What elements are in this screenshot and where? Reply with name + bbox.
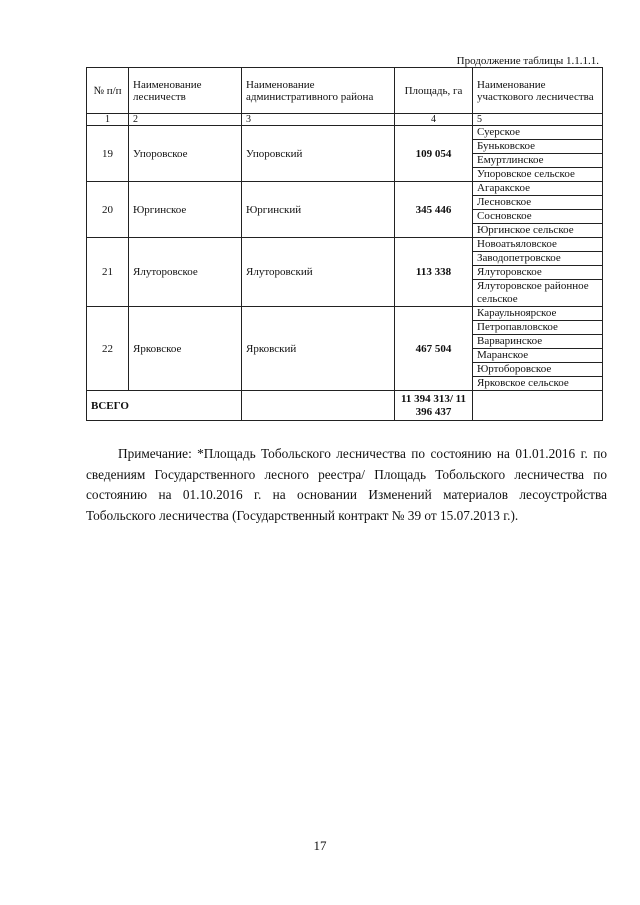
sub-forestry-item: Маранское — [473, 349, 602, 363]
row-number: 21 — [87, 238, 129, 307]
col-number: 3 — [242, 114, 395, 126]
sub-forestry-item: Лесновское — [473, 196, 602, 210]
table-header-row — [87, 68, 603, 114]
sub-forestry-list — [473, 126, 603, 182]
district-name: Упоровский — [242, 126, 395, 182]
note-text: Примечание: *Площадь Тобольского лесничества по состоянию на 01.01.2016 г. по сведениям Государственного лесного реестра/ Площадь Тобольского лесничества по состоянию на 01.10.2016 г. на основании Изменений материалов лесоустройства Тобольского лесничества (Государственный контракт № 39 от 15.07.2013 г.). — [86, 446, 607, 523]
header-forestry: Наименование лесничеств — [129, 68, 242, 114]
col-number: 4 — [395, 114, 473, 126]
sub-forestry-list — [473, 182, 603, 238]
district-name: Ярковский — [242, 307, 395, 391]
total-empty-cell — [242, 391, 395, 421]
sub-forestry-item: Варваринское — [473, 335, 602, 349]
col-number: 2 — [129, 114, 242, 126]
total-value: 11 394 313/ 11 396 437 — [395, 391, 473, 421]
page-number: 17 — [313, 838, 327, 853]
col-number: 5 — [473, 114, 603, 126]
sub-forestry-item: Заводопетровское — [473, 252, 602, 266]
area-value: 109 054 — [395, 126, 473, 182]
sub-forestry-item: Агаракское — [473, 182, 602, 196]
total-label: ВСЕГО — [87, 391, 242, 421]
table-row — [87, 126, 603, 182]
sub-forestry-list — [473, 307, 603, 391]
sub-forestry-item: Емуртлинское — [473, 154, 602, 168]
column-number-row — [87, 114, 603, 126]
sub-forestry-item: Юртоборовское — [473, 363, 602, 377]
row-number: 19 — [87, 126, 129, 182]
sub-forestry-item: Ялуторовское районное сельское — [477, 280, 589, 305]
table-row — [87, 182, 603, 238]
total-row — [87, 391, 603, 421]
row-number: 22 — [87, 307, 129, 391]
header-district: Наименование административного района — [242, 68, 395, 114]
sub-forestry-item: Буньковское — [473, 140, 602, 154]
row-number: 20 — [87, 182, 129, 238]
header-area: Площадь, га — [395, 68, 473, 114]
forestry-name: Ярковское — [129, 307, 242, 391]
sub-forestry-item: Ярковское сельское — [477, 377, 569, 389]
forestry-name: Ялуторовское — [129, 238, 242, 307]
sub-forestry-item: Сосновское — [473, 210, 602, 224]
sub-forestry-item: Юргинское сельское — [477, 224, 574, 236]
col-number: 1 — [87, 114, 129, 126]
table-continuation-label: Продолжение таблицы 1.1.1.1. — [456, 55, 599, 67]
area-value: 113 338 — [395, 238, 473, 307]
note-paragraph — [86, 444, 607, 526]
sub-forestry-item: Караульноярское — [473, 307, 602, 321]
district-name: Юргинский — [242, 182, 395, 238]
area-value: 467 504 — [395, 307, 473, 391]
forestry-name: Юргинское — [129, 182, 242, 238]
forestry-table — [86, 67, 603, 421]
forestry-name: Упоровское — [129, 126, 242, 182]
header-num: № п/п — [87, 68, 129, 114]
sub-forestry-item: Петропавловское — [473, 321, 602, 335]
sub-forestry-item: Новоатьяловское — [473, 238, 602, 252]
district-name: Ялуторовский — [242, 238, 395, 307]
total-empty-cell — [473, 391, 603, 421]
area-value: 345 446 — [395, 182, 473, 238]
table-row — [87, 307, 603, 391]
table-row — [87, 238, 603, 307]
header-subforestry: Наименование участкового лесничества — [473, 68, 603, 114]
sub-forestry-item: Упоровское сельское — [477, 168, 575, 180]
sub-forestry-item: Суерское — [473, 126, 602, 140]
sub-forestry-item: Ялуторовское — [473, 266, 602, 280]
sub-forestry-list — [473, 238, 603, 307]
